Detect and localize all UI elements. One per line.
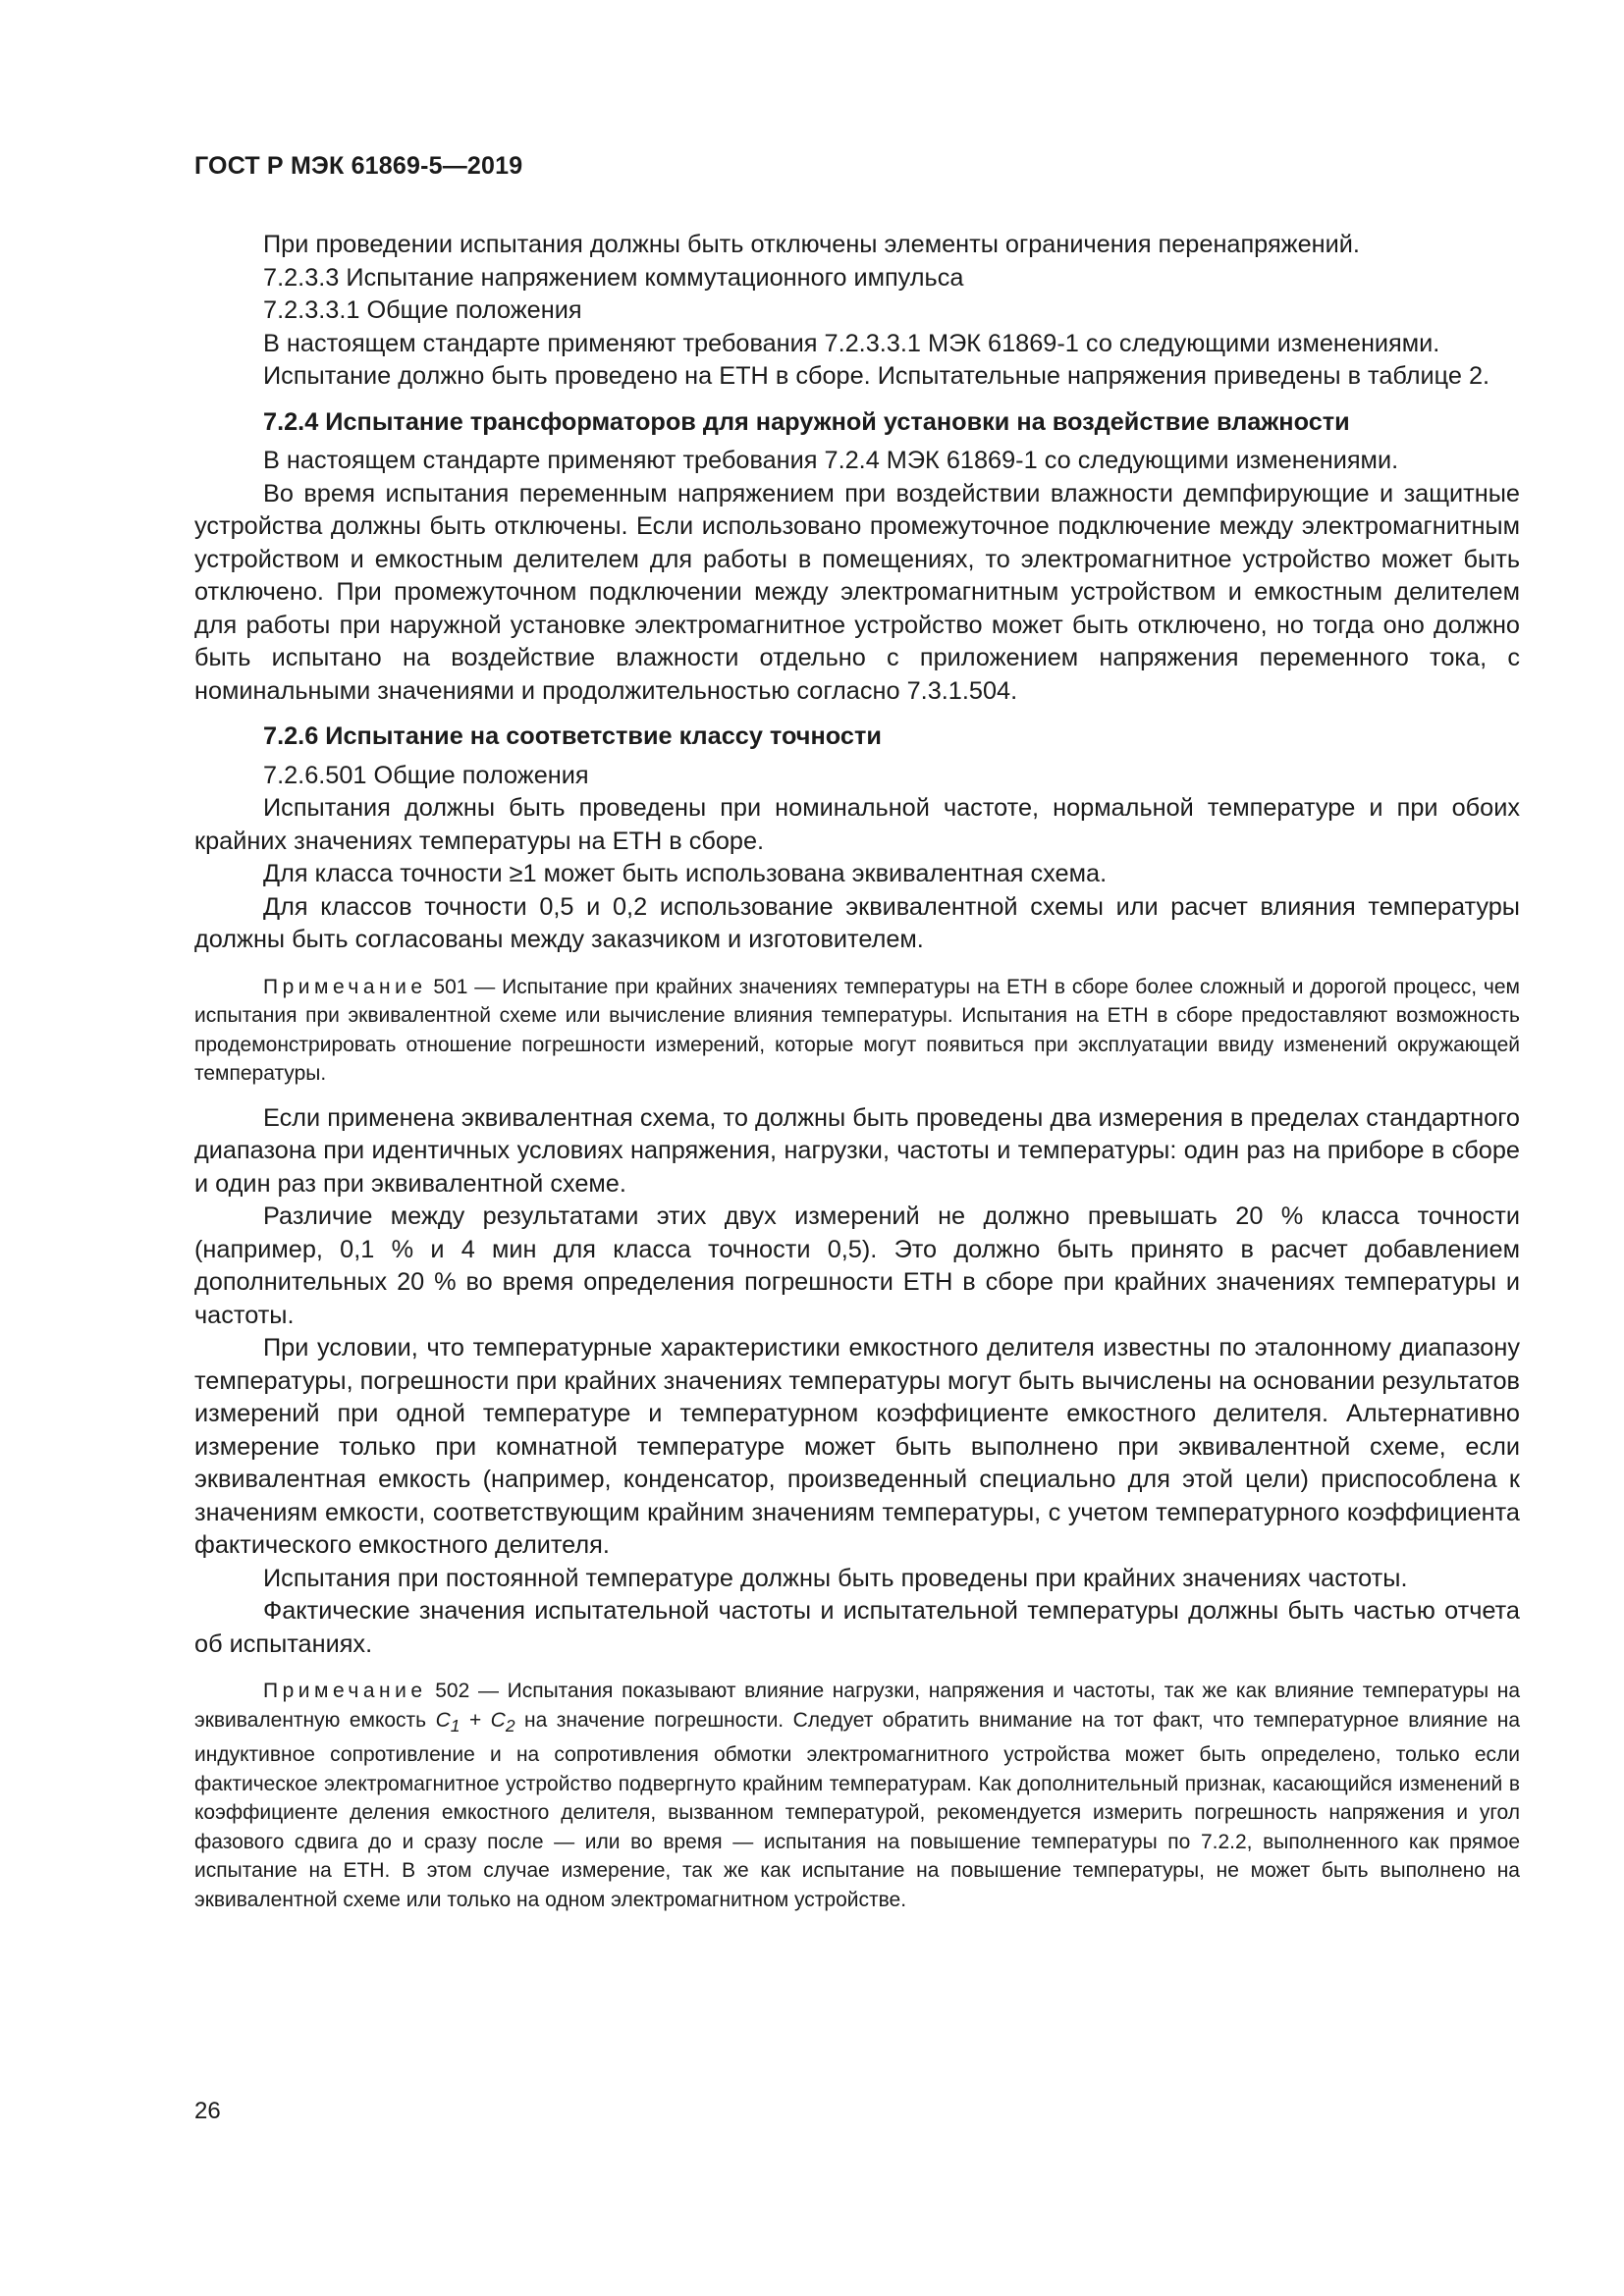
paragraph: Для классов точности 0,5 и 0,2 использование эквивалентной схемы или расчет влияния температуры должны быть согласованы между заказчиком и изготовителем.: [194, 892, 1520, 953]
formula-plus: +: [468, 1708, 482, 1732]
paragraph: Если применена эквивалентная схема, то должны быть проведены два измерения в пределах стандартного диапазона при идентичных условиях напряжения, нагрузки, частоты и температуры: один раз на приборе в сборе и один раз при эквивалентной схеме.: [194, 1103, 1520, 1198]
paragraph: Фактические значения испытательной частоты и испытательной температуры должны быть частью отчета об испытаниях.: [194, 1597, 1520, 1658]
note-502: [194, 1677, 1520, 1914]
document-body: [194, 229, 1520, 1928]
formula-c2: $C_2$: [490, 1708, 515, 1735]
paragraph: Испытания должны быть проведены при номинальной частоте, нормальной температуре и при обоих крайних значениях температуры на ЕТН в сборе.: [194, 794, 1520, 855]
section-heading-7-2-4: 7.2.4 Испытание трансформаторов для наружной установки на воздействие влажности: [263, 407, 1350, 436]
paragraph: Испытание должно быть проведено на ЕТН в сборе. Испытательные напряжения приведены в таблице 2.: [263, 362, 1490, 390]
section-heading-7-2-6: 7.2.6 Испытание на соответствие классу точности: [263, 722, 882, 750]
clause-heading: 7.2.3.3.1 Общие положения: [263, 296, 582, 324]
paragraph: В настоящем стандарте применяют требования 7.2.4 МЭК 61869-1 со следующими изменениями.: [263, 447, 1399, 474]
note-label: Примечание: [263, 975, 427, 998]
page-header: ГОСТ Р МЭК 61869-5—2019: [194, 152, 523, 180]
note-501: [194, 973, 1520, 1089]
paragraph: При условии, что температурные характеристики емкостного делителя известны по эталонному диапазону температуры, погрешности при крайних значениях температуры могут быть вычислены на основании результатов измерений при одной температуре и температурном коэффициенте емкостного делителя. Альтернативно измерение только при комнатной температуре может быть выполнено при эквивалентной схеме, если эквивалентная емкость (например, конденсатор, произведенный специально для этой цели) приспособлена к значениям емкости, соответствующим крайним значениям температуры, с учетом температурного коэффициента фактического емкостного делителя.: [194, 1334, 1520, 1559]
paragraph: Различие между результатами этих двух измерений не должно превышать 20 % класса точности (например, 0,1 % и 4 мин для класса точности 0,5). Это должно быть принято в расчет добавлением дополнительных 20 % во время определения погрешности ЕТН в сборе при крайних значениях температуры и частоты.: [194, 1202, 1520, 1329]
paragraph: Испытания при постоянной температуре должны быть проведены при крайних значениях частоты.: [263, 1564, 1408, 1592]
formula-c1: $C_1$: [435, 1708, 460, 1735]
paragraph: При проведении испытания должны быть отключены элементы ограничения перенапряжений.: [263, 231, 1360, 258]
paragraph: Для класса точности ≥1 может быть использована эквивалентная схема.: [263, 860, 1108, 887]
note-text: на значение погрешности. Следует обратить внимание на тот факт, что температурное влияние на индуктивное сопротивление и на сопротивления обмотки электромагнитного устройства может быть определено, только если фактическое электромагнитное устройство подвергнуто крайним температурам. Как дополнительный признак, касающийся изменений в коэффициенте деления емкостного делителя, вызванном температурой, рекомендуется измерить погрешность напряжения и угол фазового сдвига до и сразу после — или во время — испытания на повышение температуры по 7.2.2, выполненного как прямое испытание на ЕТН. В этом случае измерение, так же как испытание на повышение температуры, не может быть выполнено на эквивалентной схеме или только на одном электромагнитном устройстве.: [194, 1708, 1520, 1911]
note-text: — Испытание при крайних значениях температуры на ЕТН в сборе более сложный и дорогой процесс, чем испытания при эквивалентной схеме или вычисление влияния температуры. Испытания на ЕТН в сборе предоставляют возможность продемонстрировать отношение погрешности измерений, которые могут появиться при эксплуатации ввиду изменений окружающей температуры.: [194, 975, 1520, 1085]
paragraph: В настоящем стандарте применяют требования 7.2.3.3.1 МЭК 61869-1 со следующими изменениями.: [263, 329, 1440, 357]
clause-heading: 7.2.3.3 Испытание напряжением коммутационного импульса: [263, 263, 964, 292]
note-label: Примечание: [263, 1680, 427, 1702]
note-text: — Испытания показывают влияние нагрузки, напряжения и частоты, так же как влияние температуры на эквивалентную емкость: [194, 1680, 1521, 1732]
clause-heading: 7.2.6.501 Общие положения: [263, 761, 589, 789]
paragraph: Во время испытания переменным напряжением при воздействии влажности демпфирующие и защитные устройства должны быть отключены. Если использовано промежуточное подключение между электромагнитным устройством и емкостным делителем для работы в помещениях, то электромагнитное устройство может быть отключено. При промежуточном подключении между электромагнитным устройством и емкостным делителем для работы при наружной установке электромагнитное устройство может быть отключено, но тогда оно должно быть испытано на воздействие влажности отдельно с приложением напряжения переменного тока, с номинальными значениями и продолжительностью согласно 7.3.1.504.: [194, 479, 1520, 705]
page-number: 26: [194, 2098, 221, 2124]
note-number: 502: [435, 1680, 470, 1702]
note-number: 501: [433, 975, 468, 998]
